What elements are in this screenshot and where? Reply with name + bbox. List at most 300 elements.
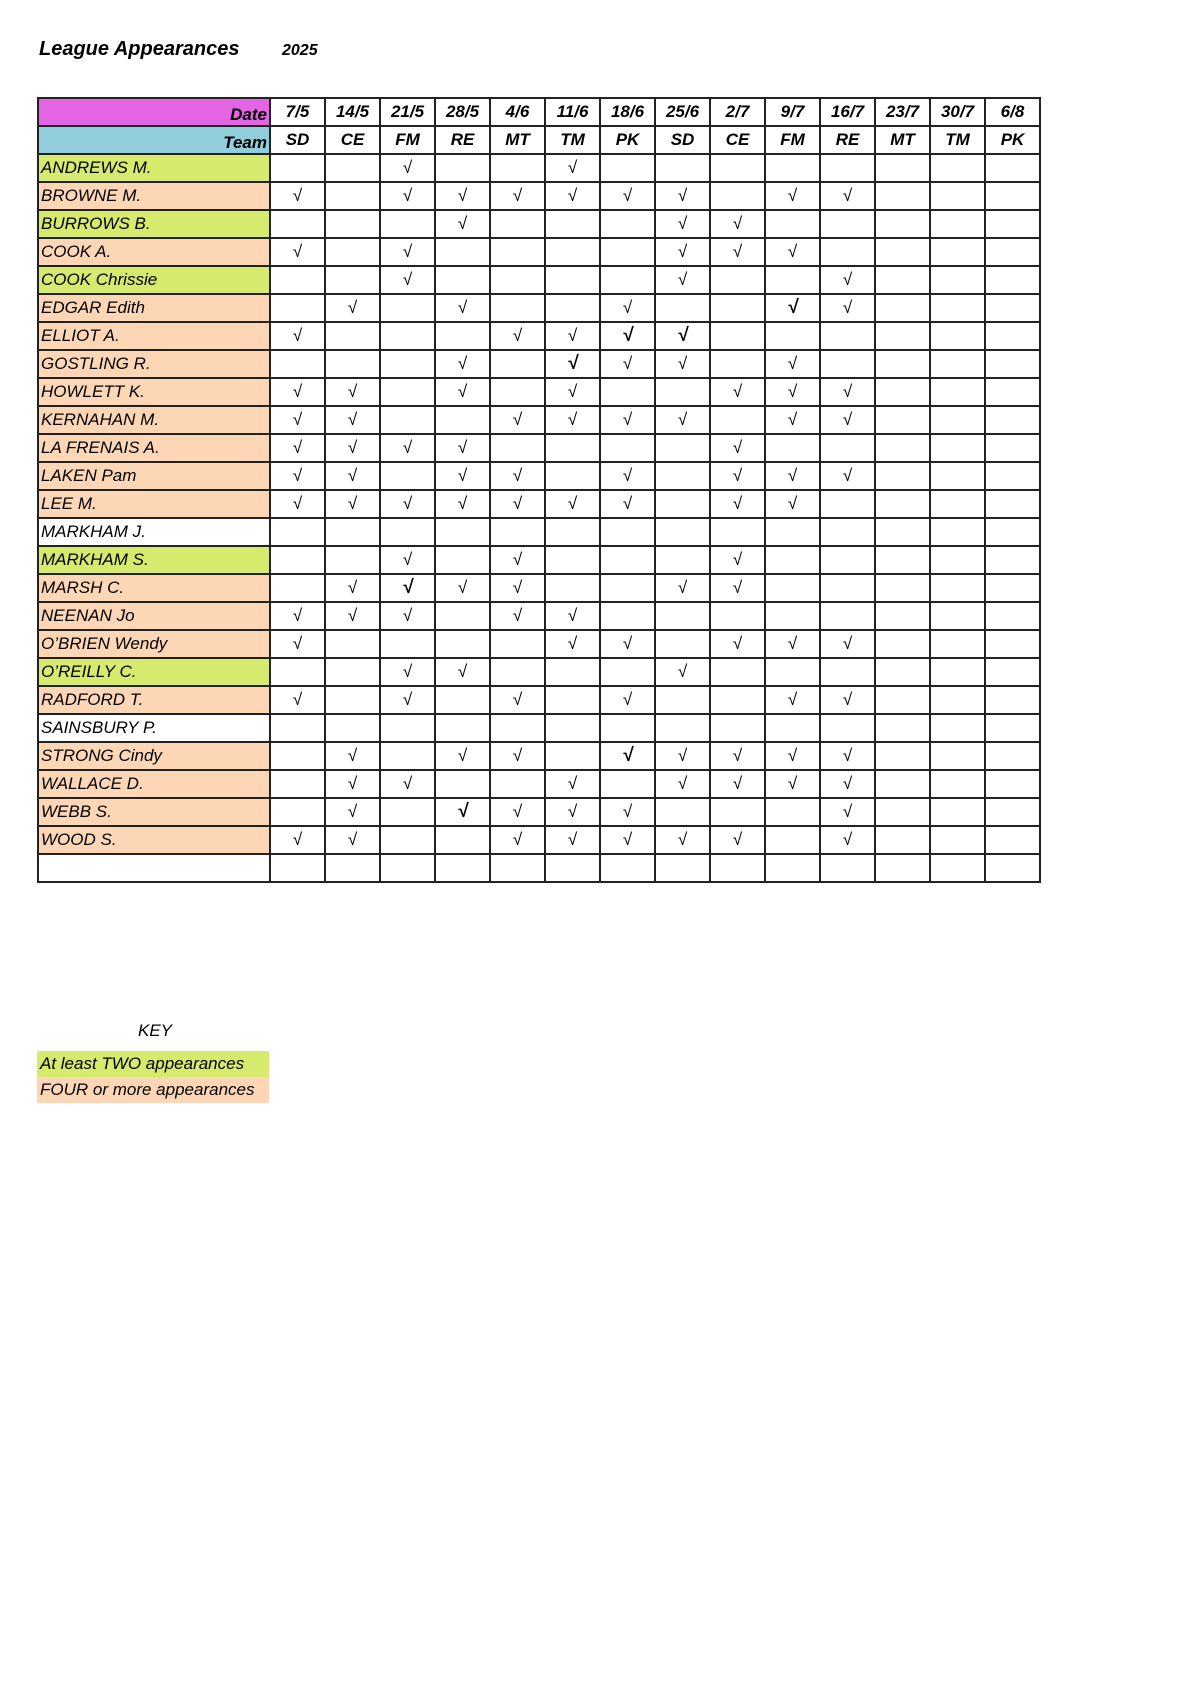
appearance-cell bbox=[765, 266, 820, 294]
appearance-cell bbox=[930, 854, 985, 882]
appearance-cell bbox=[930, 686, 985, 714]
appearance-cell bbox=[325, 238, 380, 266]
appearance-cell bbox=[435, 714, 490, 742]
appearance-cell bbox=[710, 854, 765, 882]
appearance-cell bbox=[875, 518, 930, 546]
page-title: League Appearances bbox=[39, 38, 240, 60]
appearance-cell bbox=[820, 658, 875, 686]
table-row bbox=[38, 686, 1040, 714]
appearance-cell bbox=[380, 406, 435, 434]
date-cell: 25/6 bbox=[655, 98, 710, 126]
appearance-cell bbox=[875, 462, 930, 490]
appearance-cell: √ bbox=[325, 826, 380, 854]
appearance-cell bbox=[270, 546, 325, 574]
appearance-cell bbox=[820, 434, 875, 462]
appearance-cell: √ bbox=[765, 462, 820, 490]
appearance-cell bbox=[930, 826, 985, 854]
player-name: GOSTLING R. bbox=[38, 350, 270, 378]
appearance-cell bbox=[930, 742, 985, 770]
appearance-cell bbox=[270, 798, 325, 826]
appearance-cell: √ bbox=[545, 406, 600, 434]
appearance-cell: √ bbox=[270, 630, 325, 658]
appearance-cell bbox=[875, 574, 930, 602]
appearance-cell bbox=[930, 434, 985, 462]
appearance-cell bbox=[765, 434, 820, 462]
table-row bbox=[38, 462, 1040, 490]
appearance-cell: √ bbox=[710, 630, 765, 658]
appearance-cell bbox=[875, 854, 930, 882]
appearance-cell bbox=[600, 378, 655, 406]
player-name: LA FRENAIS A. bbox=[38, 434, 270, 462]
appearance-cell bbox=[985, 350, 1040, 378]
appearance-cell: √ bbox=[820, 266, 875, 294]
appearance-cell bbox=[380, 294, 435, 322]
date-cell: 14/5 bbox=[325, 98, 380, 126]
appearance-cell: √ bbox=[655, 770, 710, 798]
appearance-cell bbox=[710, 294, 765, 322]
table-row bbox=[38, 490, 1040, 518]
player-name: BURROWS B. bbox=[38, 210, 270, 238]
appearance-cell bbox=[765, 574, 820, 602]
appearance-cell bbox=[930, 770, 985, 798]
appearance-cell: √ bbox=[545, 322, 600, 350]
appearance-cell bbox=[875, 434, 930, 462]
appearance-cell: √ bbox=[380, 182, 435, 210]
player-name: WALLACE D. bbox=[38, 770, 270, 798]
appearance-cell bbox=[710, 798, 765, 826]
appearance-cell: √ bbox=[490, 574, 545, 602]
appearance-cell: √ bbox=[435, 378, 490, 406]
table-row bbox=[38, 210, 1040, 238]
appearance-cell bbox=[765, 714, 820, 742]
appearance-cell bbox=[655, 294, 710, 322]
player-name: WOOD S. bbox=[38, 826, 270, 854]
appearance-cell bbox=[985, 406, 1040, 434]
table-row bbox=[38, 630, 1040, 658]
team-cell: TM bbox=[545, 126, 600, 154]
appearance-cell: √ bbox=[380, 574, 435, 602]
appearance-cell: √ bbox=[600, 686, 655, 714]
appearance-cell: √ bbox=[325, 490, 380, 518]
appearance-cell bbox=[325, 350, 380, 378]
appearance-cell bbox=[435, 686, 490, 714]
appearance-cell: √ bbox=[710, 770, 765, 798]
team-cell: SD bbox=[655, 126, 710, 154]
appearance-cell: √ bbox=[270, 406, 325, 434]
appearance-cell bbox=[545, 714, 600, 742]
appearance-cell bbox=[930, 154, 985, 182]
appearance-cell bbox=[545, 238, 600, 266]
table-row bbox=[38, 434, 1040, 462]
appearance-cell bbox=[435, 238, 490, 266]
appearance-cell bbox=[490, 630, 545, 658]
appearance-cell bbox=[930, 238, 985, 266]
appearance-cell: √ bbox=[380, 266, 435, 294]
appearance-cell: √ bbox=[600, 742, 655, 770]
appearance-cell bbox=[875, 714, 930, 742]
appearance-cell bbox=[985, 714, 1040, 742]
appearance-cell bbox=[325, 266, 380, 294]
appearance-cell bbox=[435, 546, 490, 574]
appearance-cell: √ bbox=[710, 378, 765, 406]
appearance-cell: √ bbox=[820, 770, 875, 798]
appearance-cell bbox=[545, 210, 600, 238]
appearance-cell bbox=[985, 490, 1040, 518]
appearance-cell bbox=[490, 658, 545, 686]
appearance-cell bbox=[490, 154, 545, 182]
appearance-cell bbox=[765, 546, 820, 574]
appearance-cell bbox=[765, 322, 820, 350]
appearance-cell: √ bbox=[270, 826, 325, 854]
appearance-cell bbox=[930, 462, 985, 490]
appearance-cell bbox=[490, 294, 545, 322]
appearance-cell bbox=[655, 686, 710, 714]
appearance-cell: √ bbox=[270, 378, 325, 406]
date-cell: 7/5 bbox=[270, 98, 325, 126]
appearance-cell: √ bbox=[435, 798, 490, 826]
date-cell: 2/7 bbox=[710, 98, 765, 126]
appearance-cell bbox=[435, 854, 490, 882]
player-name: MARKHAM J. bbox=[38, 518, 270, 546]
appearance-cell bbox=[325, 854, 380, 882]
appearance-cell bbox=[930, 322, 985, 350]
table-row bbox=[38, 238, 1040, 266]
appearance-cell: √ bbox=[710, 546, 765, 574]
player-name: EDGAR Edith bbox=[38, 294, 270, 322]
appearance-cell bbox=[875, 182, 930, 210]
appearance-cell bbox=[765, 826, 820, 854]
appearance-cell: √ bbox=[765, 686, 820, 714]
table-row bbox=[38, 322, 1040, 350]
appearance-cell bbox=[655, 490, 710, 518]
appearance-cell bbox=[875, 602, 930, 630]
season-year: 2025 bbox=[282, 42, 318, 59]
appearance-cell: √ bbox=[820, 182, 875, 210]
appearance-cell bbox=[600, 546, 655, 574]
appearance-cell bbox=[270, 770, 325, 798]
appearance-cell bbox=[270, 154, 325, 182]
team-cell: MT bbox=[490, 126, 545, 154]
appearance-cell: √ bbox=[270, 238, 325, 266]
appearance-cell bbox=[380, 518, 435, 546]
player-name: HOWLETT K. bbox=[38, 378, 270, 406]
appearance-cell bbox=[985, 742, 1040, 770]
appearance-cell bbox=[875, 742, 930, 770]
appearance-cell: √ bbox=[380, 770, 435, 798]
appearance-cell bbox=[490, 210, 545, 238]
appearance-cell bbox=[985, 266, 1040, 294]
table-row bbox=[38, 294, 1040, 322]
date-cell: 28/5 bbox=[435, 98, 490, 126]
table-row bbox=[38, 854, 1040, 882]
appearance-cell: √ bbox=[325, 462, 380, 490]
appearance-cell: √ bbox=[270, 686, 325, 714]
appearance-cell bbox=[270, 742, 325, 770]
team-cell: RE bbox=[820, 126, 875, 154]
appearance-cell: √ bbox=[435, 434, 490, 462]
date-cell: 4/6 bbox=[490, 98, 545, 126]
appearance-cell: √ bbox=[820, 742, 875, 770]
appearance-cell bbox=[985, 798, 1040, 826]
appearance-cell: √ bbox=[655, 574, 710, 602]
appearance-cell bbox=[985, 770, 1040, 798]
appearance-cell bbox=[655, 434, 710, 462]
team-cell: TM bbox=[930, 126, 985, 154]
appearance-cell bbox=[545, 546, 600, 574]
player-name bbox=[38, 854, 270, 882]
appearance-cell bbox=[930, 574, 985, 602]
appearance-cell bbox=[270, 854, 325, 882]
table-row bbox=[38, 742, 1040, 770]
table-row bbox=[38, 714, 1040, 742]
date-cell: 21/5 bbox=[380, 98, 435, 126]
appearance-cell bbox=[875, 630, 930, 658]
appearance-cell bbox=[820, 322, 875, 350]
appearance-cell: √ bbox=[710, 434, 765, 462]
appearance-cell bbox=[765, 658, 820, 686]
appearance-cell bbox=[490, 378, 545, 406]
appearance-cell bbox=[435, 826, 490, 854]
appearance-cell: √ bbox=[325, 406, 380, 434]
appearance-cell: √ bbox=[490, 798, 545, 826]
player-name: NEENAN Jo bbox=[38, 602, 270, 630]
appearance-cell bbox=[380, 378, 435, 406]
appearance-cell bbox=[655, 630, 710, 658]
player-name: LAKEN Pam bbox=[38, 462, 270, 490]
table-row bbox=[38, 266, 1040, 294]
appearance-cell: √ bbox=[655, 350, 710, 378]
appearance-cell: √ bbox=[325, 798, 380, 826]
appearance-cell bbox=[930, 294, 985, 322]
table-row bbox=[38, 658, 1040, 686]
appearance-cell: √ bbox=[380, 658, 435, 686]
date-header-label: Date bbox=[38, 98, 270, 126]
key-title: KEY bbox=[138, 1021, 173, 1040]
appearance-cell: √ bbox=[325, 574, 380, 602]
appearance-cell bbox=[435, 322, 490, 350]
appearance-cell bbox=[655, 546, 710, 574]
team-cell: CE bbox=[710, 126, 765, 154]
appearance-cell: √ bbox=[545, 490, 600, 518]
appearance-cell bbox=[930, 714, 985, 742]
appearance-cell bbox=[545, 854, 600, 882]
appearance-cell bbox=[930, 658, 985, 686]
appearance-cell: √ bbox=[545, 154, 600, 182]
appearance-cell: √ bbox=[710, 462, 765, 490]
appearance-cell bbox=[325, 658, 380, 686]
appearance-cell bbox=[600, 210, 655, 238]
appearance-cell bbox=[545, 742, 600, 770]
appearance-cell bbox=[325, 182, 380, 210]
date-cell: 11/6 bbox=[545, 98, 600, 126]
appearance-cell bbox=[985, 434, 1040, 462]
appearance-cell bbox=[545, 686, 600, 714]
appearance-cell bbox=[600, 434, 655, 462]
appearance-cell bbox=[875, 826, 930, 854]
table-row bbox=[38, 378, 1040, 406]
appearance-cell: √ bbox=[325, 602, 380, 630]
appearance-cell bbox=[875, 406, 930, 434]
appearance-cell bbox=[710, 322, 765, 350]
appearance-cell bbox=[325, 630, 380, 658]
appearance-cell bbox=[820, 546, 875, 574]
appearance-cell bbox=[710, 714, 765, 742]
appearance-cell: √ bbox=[655, 742, 710, 770]
appearance-cell: √ bbox=[710, 742, 765, 770]
appearance-cell bbox=[820, 854, 875, 882]
appearance-cell bbox=[270, 266, 325, 294]
appearance-cell bbox=[545, 658, 600, 686]
team-cell: FM bbox=[765, 126, 820, 154]
appearance-cell bbox=[325, 546, 380, 574]
team-header-row bbox=[38, 126, 1040, 154]
appearance-cell bbox=[985, 462, 1040, 490]
appearance-cell bbox=[710, 154, 765, 182]
appearance-cell bbox=[765, 798, 820, 826]
appearance-cell bbox=[270, 210, 325, 238]
appearance-cell bbox=[655, 714, 710, 742]
appearance-cell bbox=[325, 714, 380, 742]
appearance-cell bbox=[435, 406, 490, 434]
appearance-cell: √ bbox=[435, 490, 490, 518]
appearance-cell: √ bbox=[765, 770, 820, 798]
appearance-cell: √ bbox=[710, 826, 765, 854]
appearance-cell bbox=[985, 602, 1040, 630]
appearance-cell bbox=[435, 518, 490, 546]
appearance-cell: √ bbox=[710, 238, 765, 266]
player-name: MARSH C. bbox=[38, 574, 270, 602]
appearance-cell: √ bbox=[490, 322, 545, 350]
appearance-cell bbox=[325, 322, 380, 350]
appearance-cell: √ bbox=[270, 182, 325, 210]
appearance-cell bbox=[930, 630, 985, 658]
appearance-cell: √ bbox=[325, 294, 380, 322]
appearance-cell: √ bbox=[600, 462, 655, 490]
appearance-cell bbox=[985, 154, 1040, 182]
date-cell: 16/7 bbox=[820, 98, 875, 126]
appearance-cell: √ bbox=[435, 210, 490, 238]
appearance-cell bbox=[600, 770, 655, 798]
appearance-cell bbox=[875, 658, 930, 686]
appearance-cell bbox=[600, 574, 655, 602]
appearance-cell bbox=[545, 518, 600, 546]
appearance-cell bbox=[490, 714, 545, 742]
appearance-cell bbox=[710, 266, 765, 294]
appearance-cell bbox=[985, 686, 1040, 714]
appearance-cell bbox=[380, 462, 435, 490]
appearance-cell bbox=[600, 854, 655, 882]
appearance-cell: √ bbox=[325, 434, 380, 462]
appearance-cell bbox=[270, 350, 325, 378]
appearance-cell: √ bbox=[435, 462, 490, 490]
appearance-cell bbox=[930, 266, 985, 294]
appearance-cell: √ bbox=[765, 294, 820, 322]
appearance-cell bbox=[875, 322, 930, 350]
appearance-cell bbox=[435, 630, 490, 658]
appearance-cell bbox=[985, 378, 1040, 406]
appearance-cell bbox=[600, 658, 655, 686]
appearance-cell bbox=[545, 574, 600, 602]
appearance-cell: √ bbox=[490, 826, 545, 854]
appearance-cell: √ bbox=[380, 546, 435, 574]
player-name: ANDREWS M. bbox=[38, 154, 270, 182]
player-name: ELLIOT A. bbox=[38, 322, 270, 350]
appearance-cell: √ bbox=[655, 238, 710, 266]
appearance-cell bbox=[875, 770, 930, 798]
appearance-cell bbox=[985, 210, 1040, 238]
appearance-cell bbox=[820, 238, 875, 266]
appearance-cell: √ bbox=[545, 350, 600, 378]
appearance-cell bbox=[930, 798, 985, 826]
appearance-cell bbox=[930, 406, 985, 434]
appearance-cell: √ bbox=[765, 350, 820, 378]
appearance-cell bbox=[765, 210, 820, 238]
appearance-cell: √ bbox=[600, 490, 655, 518]
appearance-cell bbox=[820, 602, 875, 630]
appearance-cell bbox=[380, 350, 435, 378]
appearance-cell: √ bbox=[655, 406, 710, 434]
player-name: O’REILLY C. bbox=[38, 658, 270, 686]
appearance-cell bbox=[710, 518, 765, 546]
table-row bbox=[38, 798, 1040, 826]
appearance-cell bbox=[600, 154, 655, 182]
appearance-cell: √ bbox=[600, 294, 655, 322]
appearance-cell bbox=[930, 378, 985, 406]
appearance-cell: √ bbox=[380, 434, 435, 462]
table-row bbox=[38, 518, 1040, 546]
player-name: WEBB S. bbox=[38, 798, 270, 826]
appearance-cell bbox=[270, 518, 325, 546]
appearance-cell bbox=[270, 714, 325, 742]
appearance-cell bbox=[710, 658, 765, 686]
appearance-cell bbox=[820, 350, 875, 378]
appearance-cell bbox=[490, 854, 545, 882]
appearance-cell: √ bbox=[765, 238, 820, 266]
appearance-cell bbox=[875, 546, 930, 574]
appearance-cell bbox=[820, 210, 875, 238]
appearance-cell bbox=[985, 294, 1040, 322]
appearance-cell bbox=[380, 798, 435, 826]
appearance-cell bbox=[600, 714, 655, 742]
appearance-cell: √ bbox=[325, 742, 380, 770]
appearance-cell bbox=[490, 434, 545, 462]
appearance-cell: √ bbox=[435, 294, 490, 322]
appearance-cell: √ bbox=[545, 378, 600, 406]
player-name: KERNAHAN M. bbox=[38, 406, 270, 434]
table-row bbox=[38, 182, 1040, 210]
appearance-cell: √ bbox=[710, 574, 765, 602]
appearance-cell bbox=[930, 490, 985, 518]
appearance-cell bbox=[655, 602, 710, 630]
appearance-cell bbox=[325, 210, 380, 238]
appearance-cell bbox=[655, 518, 710, 546]
table-row bbox=[38, 350, 1040, 378]
appearance-cell bbox=[875, 154, 930, 182]
appearance-cell: √ bbox=[270, 434, 325, 462]
appearance-cell bbox=[270, 294, 325, 322]
appearance-cell bbox=[655, 378, 710, 406]
appearance-cell bbox=[930, 546, 985, 574]
appearance-cell bbox=[380, 714, 435, 742]
appearance-cell: √ bbox=[820, 686, 875, 714]
appearance-cell: √ bbox=[820, 462, 875, 490]
player-name: RADFORD T. bbox=[38, 686, 270, 714]
appearance-cell: √ bbox=[600, 350, 655, 378]
appearance-cell: √ bbox=[325, 378, 380, 406]
appearance-cell bbox=[765, 854, 820, 882]
appearance-cell bbox=[380, 742, 435, 770]
appearance-cell: √ bbox=[820, 378, 875, 406]
